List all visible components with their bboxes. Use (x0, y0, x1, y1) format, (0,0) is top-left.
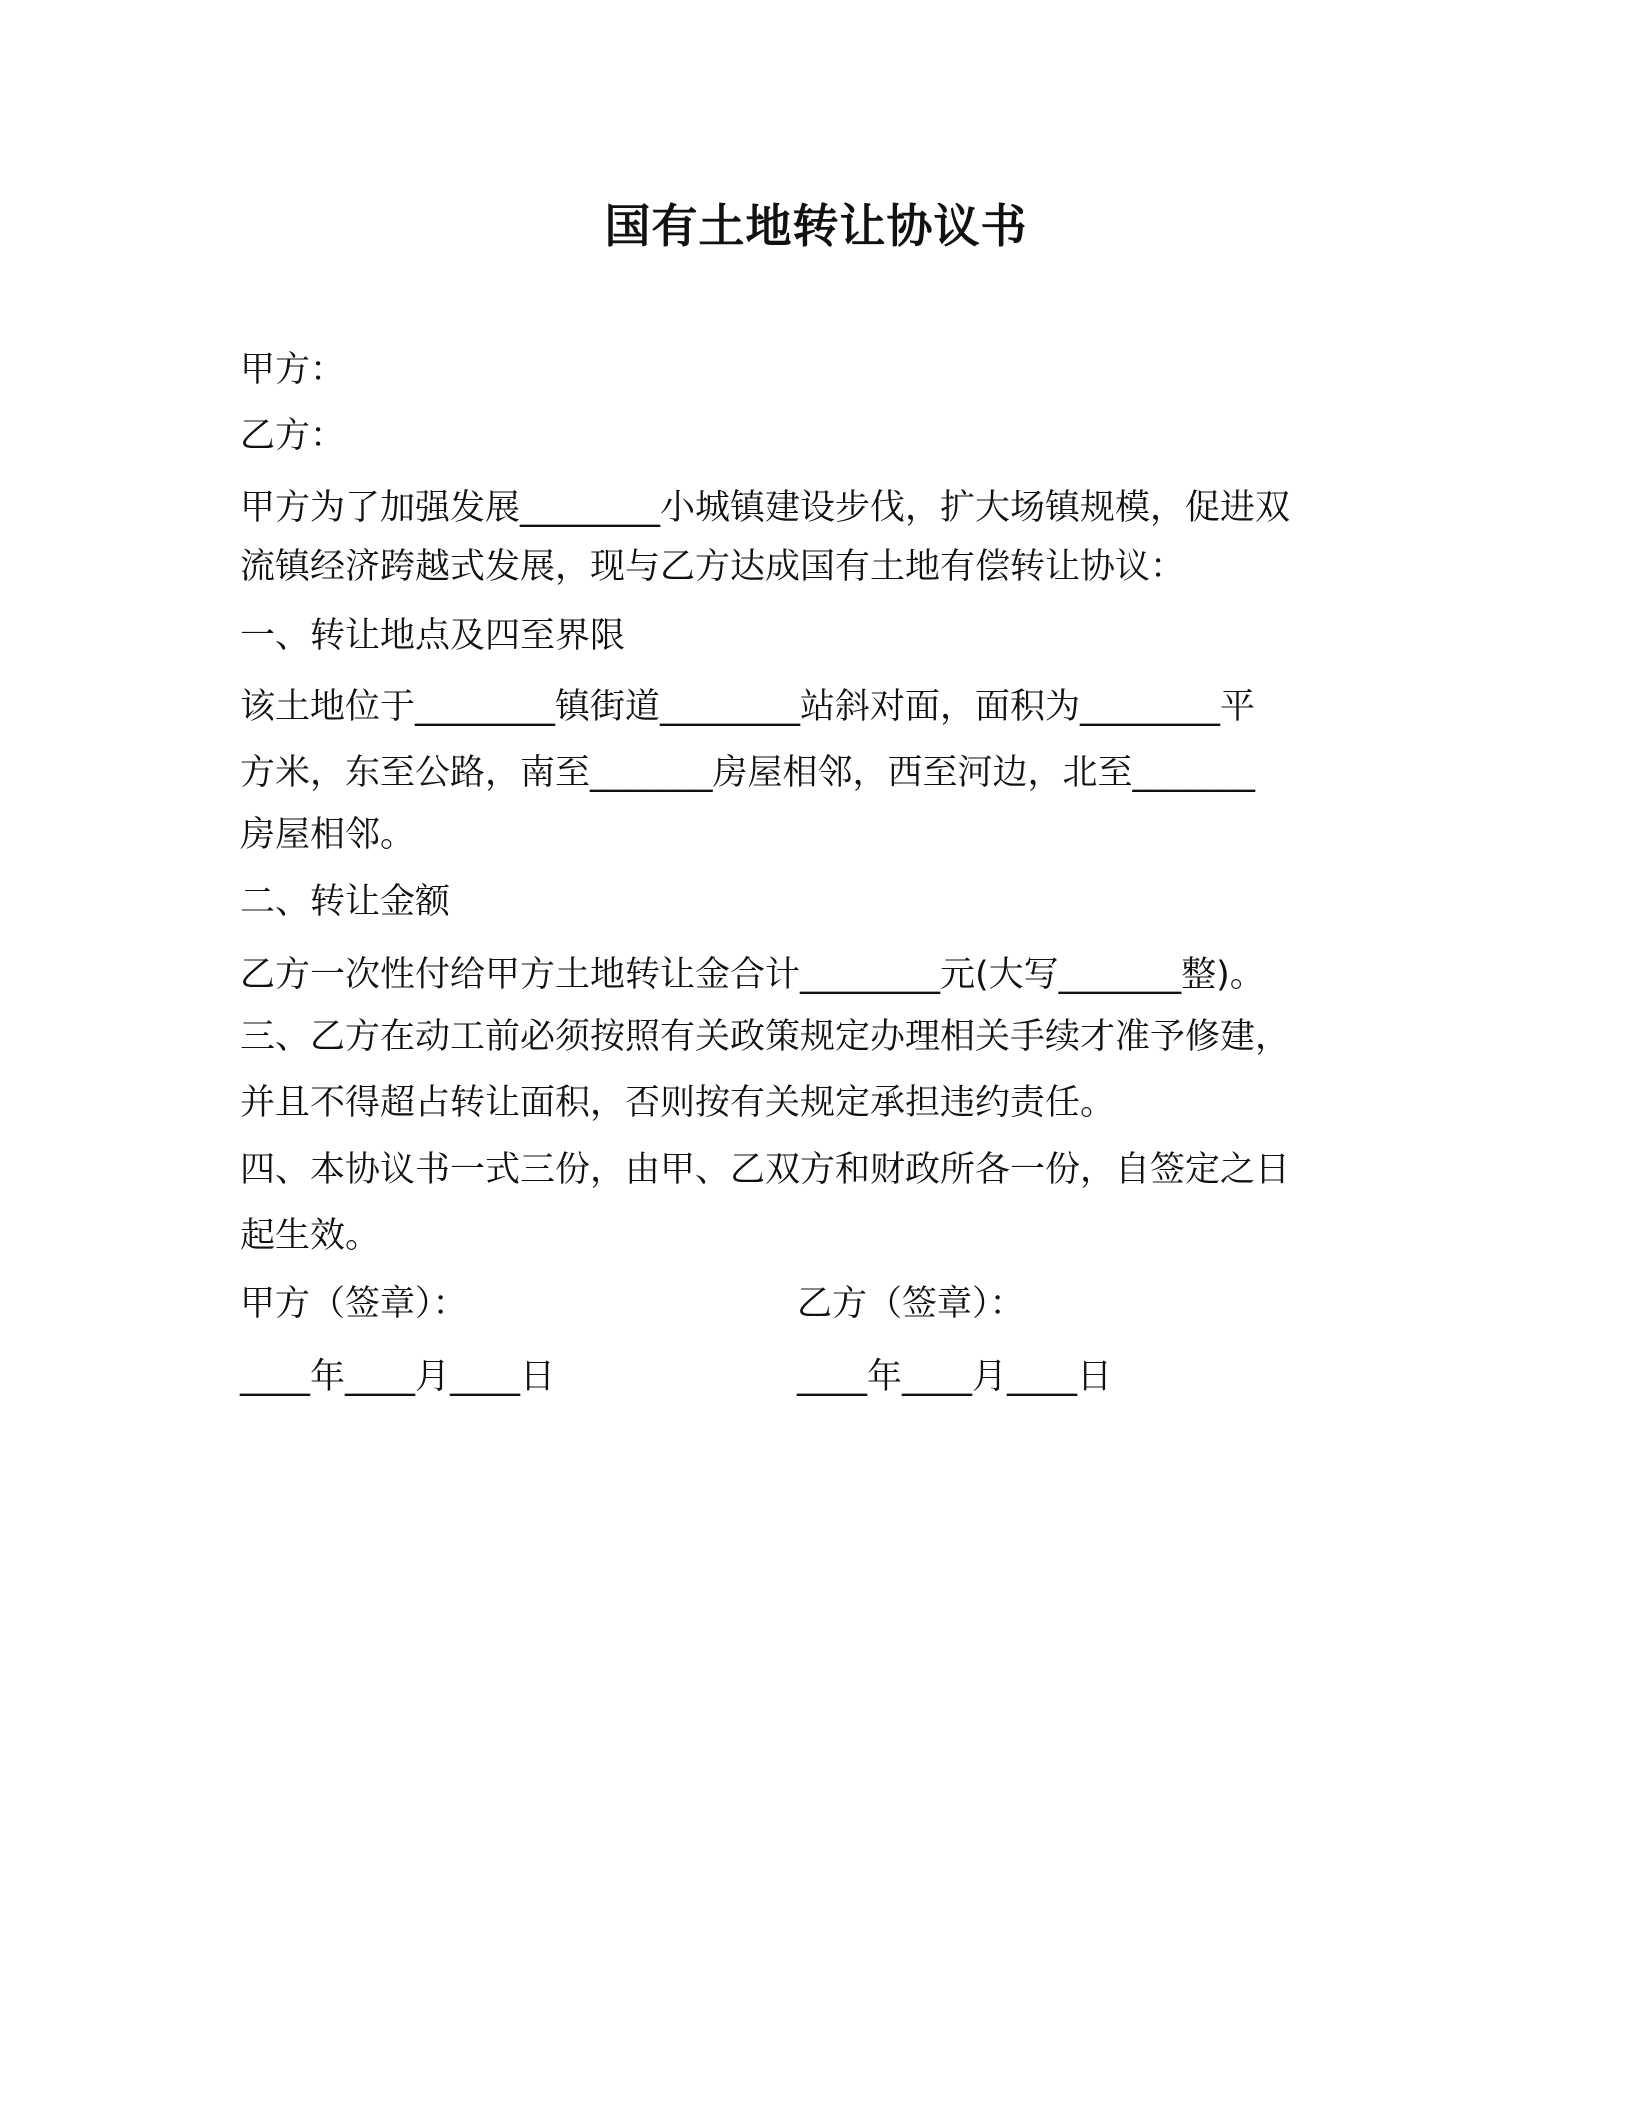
section2-heading: 二、转让金额 (240, 882, 451, 922)
section2-body: 乙方一次性付给甲方土地转让金合计________元(大写_______整)。 (240, 955, 1265, 995)
document-title: 国有土地转让协议书 (604, 199, 1028, 253)
intro-line-1: 甲方为了加强发展________小城镇建设步伐，扩大场镇规模，促进双 (240, 488, 1291, 528)
section4-line-2: 起生效。 (240, 1216, 381, 1256)
section1-heading: 一、转让地点及四至界限 (240, 616, 626, 656)
party-a-label: 甲方： (240, 350, 346, 390)
signature-party-a: 甲方（签章）： (240, 1284, 468, 1324)
date-party-b: ____年____月____日 (797, 1357, 1113, 1397)
section3-line-2: 并且不得超占转让面积，否则按有关规定承担违约责任。 (240, 1083, 1116, 1123)
section3-line-1: 三、乙方在动工前必须按照有关政策规定办理相关手续才准予修建， (240, 1017, 1291, 1057)
intro-line-2: 流镇经济跨越式发展，现与乙方达成国有土地有偿转让协议： (240, 547, 1186, 587)
signature-party-b: 乙方（签章）： (797, 1284, 1025, 1324)
section4-line-1: 四、本协议书一式三份，由甲、乙双方和财政所各一份，自签定之日 (240, 1150, 1291, 1190)
section1-line-2: 方米，东至公路，南至_______房屋相邻，西至河边，北至_______ (240, 753, 1256, 793)
section1-line-1: 该土地位于________镇街道________站斜对面，面积为________平 (240, 687, 1256, 727)
date-party-a: ____年____月____日 (240, 1357, 556, 1397)
section1-line-3: 房屋相邻。 (240, 815, 416, 855)
party-b-label: 乙方： (240, 416, 346, 456)
